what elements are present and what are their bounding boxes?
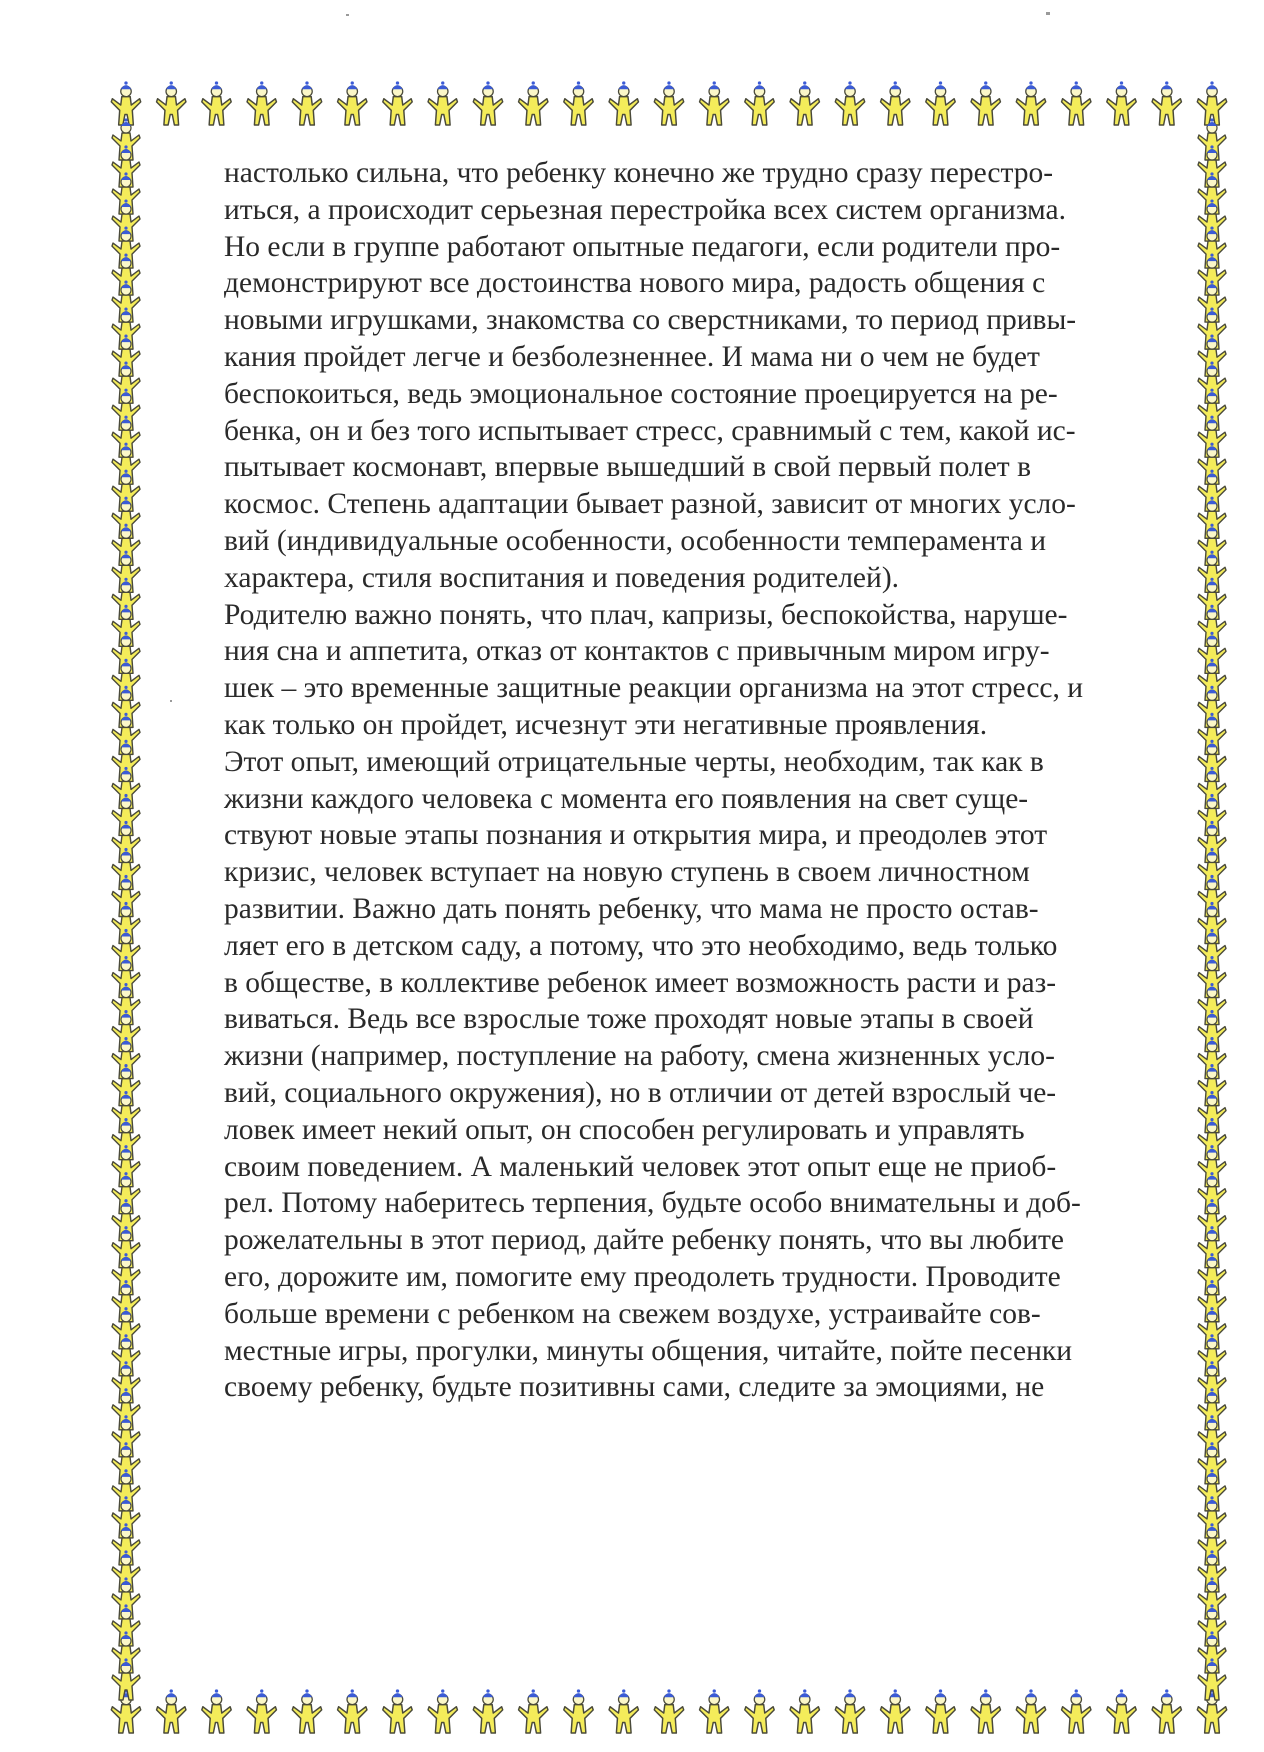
child-figure-icon — [112, 1388, 140, 1430]
child-figure-icon — [112, 1415, 140, 1457]
child-figure-icon — [338, 1689, 367, 1733]
child-figure-icon — [112, 1280, 140, 1322]
text-line: ловек имеет некий опыт, он способен регулировать и управлять — [224, 1113, 1025, 1146]
child-figure-icon — [112, 1658, 140, 1700]
child-figure-icon — [609, 81, 638, 125]
child-figure-icon — [112, 1523, 140, 1565]
child-figure-icon — [112, 362, 140, 404]
child-figure-icon — [1107, 81, 1136, 125]
child-figure-icon — [926, 1689, 955, 1733]
text-line: ствуют новые этапы познания и открытия мира, и преодолев этот — [224, 819, 1048, 852]
text-line: ляет его в детском саду, а потому, что это необходимо, ведь только — [224, 929, 1058, 962]
child-figure-icon — [157, 81, 186, 125]
child-figure-icon — [1197, 1689, 1226, 1733]
child-figure-icon — [338, 81, 367, 125]
child-figure-icon — [654, 1689, 683, 1733]
text-line: жизни каждого человека с момента его появления на свет суще- — [224, 782, 1029, 815]
child-figure-icon — [112, 145, 140, 187]
child-figure-icon — [1198, 956, 1226, 998]
child-figure-icon — [1198, 1658, 1226, 1700]
child-figure-icon — [609, 1689, 638, 1733]
child-figure-icon — [112, 686, 140, 728]
child-figure-icon — [112, 902, 140, 944]
child-figure-icon — [112, 470, 140, 512]
child-figure-icon — [1198, 1442, 1226, 1484]
child-figure-icon — [1197, 81, 1226, 125]
text-line: иться, а происходит серьезная перестройка всех систем организма. — [224, 193, 1066, 226]
child-figure-icon — [112, 308, 140, 350]
child-figure-icon — [383, 1689, 412, 1733]
child-figure-icon — [1152, 81, 1181, 125]
child-figure-icon — [1198, 794, 1226, 836]
child-figure-icon — [112, 1469, 140, 1511]
child-figure-icon — [1198, 497, 1226, 539]
child-figure-icon — [112, 1064, 140, 1106]
child-figure-icon — [112, 1631, 140, 1673]
text-line: своему ребенку, будьте позитивны сами, следите за эмоциями, не — [224, 1371, 1045, 1404]
child-figure-icon — [112, 253, 140, 295]
child-figure-icon — [112, 1577, 140, 1619]
child-figure-icon — [881, 1689, 910, 1733]
child-figure-icon — [1198, 632, 1226, 674]
child-figure-icon — [1198, 335, 1226, 377]
child-figure-icon — [112, 497, 140, 539]
child-figure-icon — [1198, 578, 1226, 620]
text-line: ния сна и аппетита, отказ от контактов с привычным миром игру- — [224, 635, 1050, 668]
child-figure-icon — [112, 1334, 140, 1376]
child-figure-icon — [1016, 81, 1045, 125]
child-figure-icon — [1198, 875, 1226, 917]
child-figure-icon — [112, 659, 140, 701]
child-figure-icon — [383, 81, 412, 125]
text-line: как только он пройдет, исчезнут эти негативные проявления. — [224, 708, 988, 741]
child-figure-icon — [112, 767, 140, 809]
child-figure-icon — [1198, 929, 1226, 971]
child-figure-icon — [1016, 1689, 1045, 1733]
child-figure-icon — [112, 443, 140, 485]
child-figure-icon — [202, 1689, 231, 1733]
child-figure-icon — [1198, 1118, 1226, 1160]
child-figure-icon — [1198, 1010, 1226, 1052]
child-figure-icon — [1198, 605, 1226, 647]
child-figure-icon — [1198, 172, 1226, 214]
child-figure-icon — [1198, 389, 1226, 431]
child-figure-icon — [112, 1226, 140, 1268]
text-line: местные игры, прогулки, минуты общения, читайте, пойте песенки — [224, 1334, 1072, 1367]
child-figure-icon — [1198, 686, 1226, 728]
child-figure-icon — [835, 1689, 864, 1733]
child-figure-icon — [1198, 118, 1226, 160]
child-figure-icon — [473, 81, 502, 125]
child-figure-icon — [1198, 659, 1226, 701]
child-figure-icon — [1198, 281, 1226, 323]
child-figure-icon — [1198, 308, 1226, 350]
child-figure-icon — [1198, 416, 1226, 458]
child-figure-icon — [1198, 226, 1226, 268]
child-figure-icon — [112, 956, 140, 998]
child-figure-icon — [564, 81, 593, 125]
child-figure-icon — [1062, 81, 1091, 125]
child-figure-icon — [202, 81, 231, 125]
child-figure-icon — [1198, 767, 1226, 809]
child-figure-icon — [112, 821, 140, 863]
child-figure-icon — [835, 81, 864, 125]
child-figure-icon — [1198, 1631, 1226, 1673]
child-figure-icon — [112, 1199, 140, 1241]
child-figure-icon — [1198, 1037, 1226, 1079]
child-figure-icon — [1198, 983, 1226, 1025]
child-figure-icon — [881, 81, 910, 125]
child-figure-icon — [247, 1689, 276, 1733]
child-figure-icon — [1198, 253, 1226, 295]
text-line: рожелательны в этот период, дайте ребенку понять, что вы любите — [224, 1224, 1064, 1257]
child-figure-icon — [700, 81, 729, 125]
text-line: рел. Потому наберитесь терпения, будьте особо внимательны и доб- — [224, 1187, 1081, 1220]
text-line: демонстрируют все достоинства нового мира, радость общения с — [224, 267, 1046, 300]
text-line: характера, стиля воспитания и поведения родителей). — [224, 561, 900, 594]
child-figure-icon — [112, 1496, 140, 1538]
text-line: в обществе, в коллективе ребенок имеет возможность расти и раз- — [224, 966, 1057, 999]
child-figure-icon — [157, 1689, 186, 1733]
child-figure-icon — [1198, 1496, 1226, 1538]
child-figure-icon — [564, 1689, 593, 1733]
child-figure-icon — [519, 81, 548, 125]
child-figure-icon — [926, 81, 955, 125]
child-figure-icon — [112, 632, 140, 674]
child-figure-icon — [292, 81, 321, 125]
child-figure-icon — [1198, 1091, 1226, 1133]
child-figure-icon — [112, 875, 140, 917]
child-figure-icon — [1198, 1361, 1226, 1403]
child-figure-icon — [1198, 1280, 1226, 1322]
child-figure-icon — [519, 1689, 548, 1733]
child-figure-icon — [1198, 1172, 1226, 1214]
child-figure-icon — [112, 172, 140, 214]
child-figure-icon — [112, 983, 140, 1025]
child-figure-icon — [1198, 1334, 1226, 1376]
child-figure-icon — [112, 1091, 140, 1133]
text-line: Но если в группе работают опытные педагоги, если родители про- — [224, 230, 1061, 263]
child-figure-icon — [1198, 1469, 1226, 1511]
text-line: больше времени с ребенком на свежем воздухе, устраивайте сов- — [224, 1297, 1041, 1330]
text-line: жизни (например, поступление на работу, смена жизненных усло- — [224, 1040, 1055, 1073]
child-figure-icon — [971, 81, 1000, 125]
text-line: новыми игрушками, знакомства со сверстниками, то период привы- — [224, 304, 1077, 337]
text-line: беспокоиться, ведь эмоциональное состояние проецируется на ре- — [224, 377, 1058, 410]
child-figure-icon — [112, 335, 140, 377]
child-figure-icon — [292, 1689, 321, 1733]
text-line: бенка, он и без того испытывает стресс, сравнимый с тем, какой ис- — [224, 414, 1076, 447]
child-figure-icon — [112, 1604, 140, 1646]
text-line: Родителю важно понять, что плач, капризы, беспокойства, наруше- — [224, 598, 1068, 631]
child-figure-icon — [1198, 145, 1226, 187]
child-figure-icon — [1198, 1550, 1226, 1592]
body-text — [224, 155, 1194, 1406]
child-figure-icon — [112, 794, 140, 836]
child-figure-icon — [1198, 362, 1226, 404]
child-figure-icon — [112, 1307, 140, 1349]
child-figure-icon — [1198, 443, 1226, 485]
child-figure-icon — [112, 605, 140, 647]
child-figure-icon — [1198, 551, 1226, 593]
child-figure-icon — [1152, 1689, 1181, 1733]
child-figure-icon — [1198, 1523, 1226, 1565]
child-figure-icon — [112, 1037, 140, 1079]
child-figure-icon — [1198, 740, 1226, 782]
text-line: Этот опыт, имеющий отрицательные черты, необходим, так как в — [224, 745, 1044, 778]
child-figure-icon — [1198, 1415, 1226, 1457]
child-figure-icon — [790, 81, 819, 125]
text-line: космос. Степень адаптации бывает разной, зависит от многих усло- — [224, 488, 1076, 521]
child-figure-icon — [111, 1689, 140, 1733]
child-figure-icon — [111, 81, 140, 125]
child-figure-icon — [112, 1118, 140, 1160]
child-figure-icon — [112, 551, 140, 593]
child-figure-icon — [1198, 1064, 1226, 1106]
scan-speck — [1046, 12, 1050, 15]
child-figure-icon — [112, 226, 140, 268]
child-figure-icon — [428, 81, 457, 125]
scan-speck — [170, 700, 172, 702]
child-figure-icon — [112, 1145, 140, 1187]
child-figure-icon — [112, 713, 140, 755]
child-figure-icon — [1198, 524, 1226, 566]
child-figure-icon — [1198, 1145, 1226, 1187]
text-line: вий (индивидуальные особенности, особенности темперамента и — [224, 524, 1047, 557]
child-figure-icon — [1198, 848, 1226, 890]
child-figure-icon — [428, 1689, 457, 1733]
child-figure-icon — [112, 1361, 140, 1403]
child-figure-icon — [1198, 713, 1226, 755]
child-figure-icon — [1198, 821, 1226, 863]
child-figure-icon — [112, 1172, 140, 1214]
child-figure-icon — [1198, 1388, 1226, 1430]
text-line: кризис, человек вступает на новую ступень в своем личностном — [224, 856, 1030, 889]
child-figure-icon — [971, 1689, 1000, 1733]
child-figure-icon — [1198, 1253, 1226, 1295]
child-figure-icon — [247, 81, 276, 125]
child-figure-icon — [112, 929, 140, 971]
text-line: вий, социального окружения), но в отличии от детей взрослый че- — [224, 1076, 1057, 1109]
child-figure-icon — [1198, 1307, 1226, 1349]
child-figure-icon — [1198, 199, 1226, 241]
child-figure-icon — [112, 524, 140, 566]
text-line: развитии. Важно дать понять ребенку, что мама не просто остав- — [224, 892, 1039, 925]
child-figure-icon — [112, 199, 140, 241]
child-figure-icon — [790, 1689, 819, 1733]
text-line: настолько сильна, что ребенку конечно же трудно сразу перестро- — [224, 157, 1054, 189]
text-line: своим поведением. А маленький человек этот опыт еще не приоб- — [224, 1150, 1057, 1183]
text-line: его, дорожите им, помогите ему преодолеть трудности. Проводите — [224, 1260, 1061, 1293]
child-figure-icon — [1198, 1226, 1226, 1268]
child-figure-icon — [1198, 470, 1226, 512]
text-line: виваться. Ведь все взрослые тоже проходят новые этапы в своей — [224, 1003, 1034, 1036]
text-line: шек – это временные защитные реакции организма на этот стресс, и — [224, 672, 1084, 705]
child-figure-icon — [112, 416, 140, 458]
child-figure-icon — [112, 118, 140, 160]
child-figure-icon — [112, 281, 140, 323]
child-figure-icon — [1062, 1689, 1091, 1733]
child-figure-icon — [112, 1253, 140, 1295]
child-figure-icon — [700, 1689, 729, 1733]
scan-speck — [346, 14, 349, 16]
child-figure-icon — [1198, 1199, 1226, 1241]
child-figure-icon — [654, 81, 683, 125]
child-figure-icon — [112, 1442, 140, 1484]
child-figure-icon — [1198, 1577, 1226, 1619]
child-figure-icon — [112, 740, 140, 782]
child-figure-icon — [1198, 902, 1226, 944]
child-figure-icon — [473, 1689, 502, 1733]
child-figure-icon — [745, 81, 774, 125]
child-figure-icon — [112, 1010, 140, 1052]
child-figure-icon — [112, 1550, 140, 1592]
text-line: кания пройдет легче и безболезненнее. И мама ни о чем не будет — [224, 340, 1040, 373]
text-line: пытывает космонавт, впервые вышедший в свой первый полет в — [224, 451, 1032, 484]
child-figure-icon — [112, 578, 140, 620]
child-figure-icon — [1107, 1689, 1136, 1733]
child-figure-icon — [112, 389, 140, 431]
child-figure-icon — [745, 1689, 774, 1733]
child-figure-icon — [112, 848, 140, 890]
child-figure-icon — [1198, 1604, 1226, 1646]
